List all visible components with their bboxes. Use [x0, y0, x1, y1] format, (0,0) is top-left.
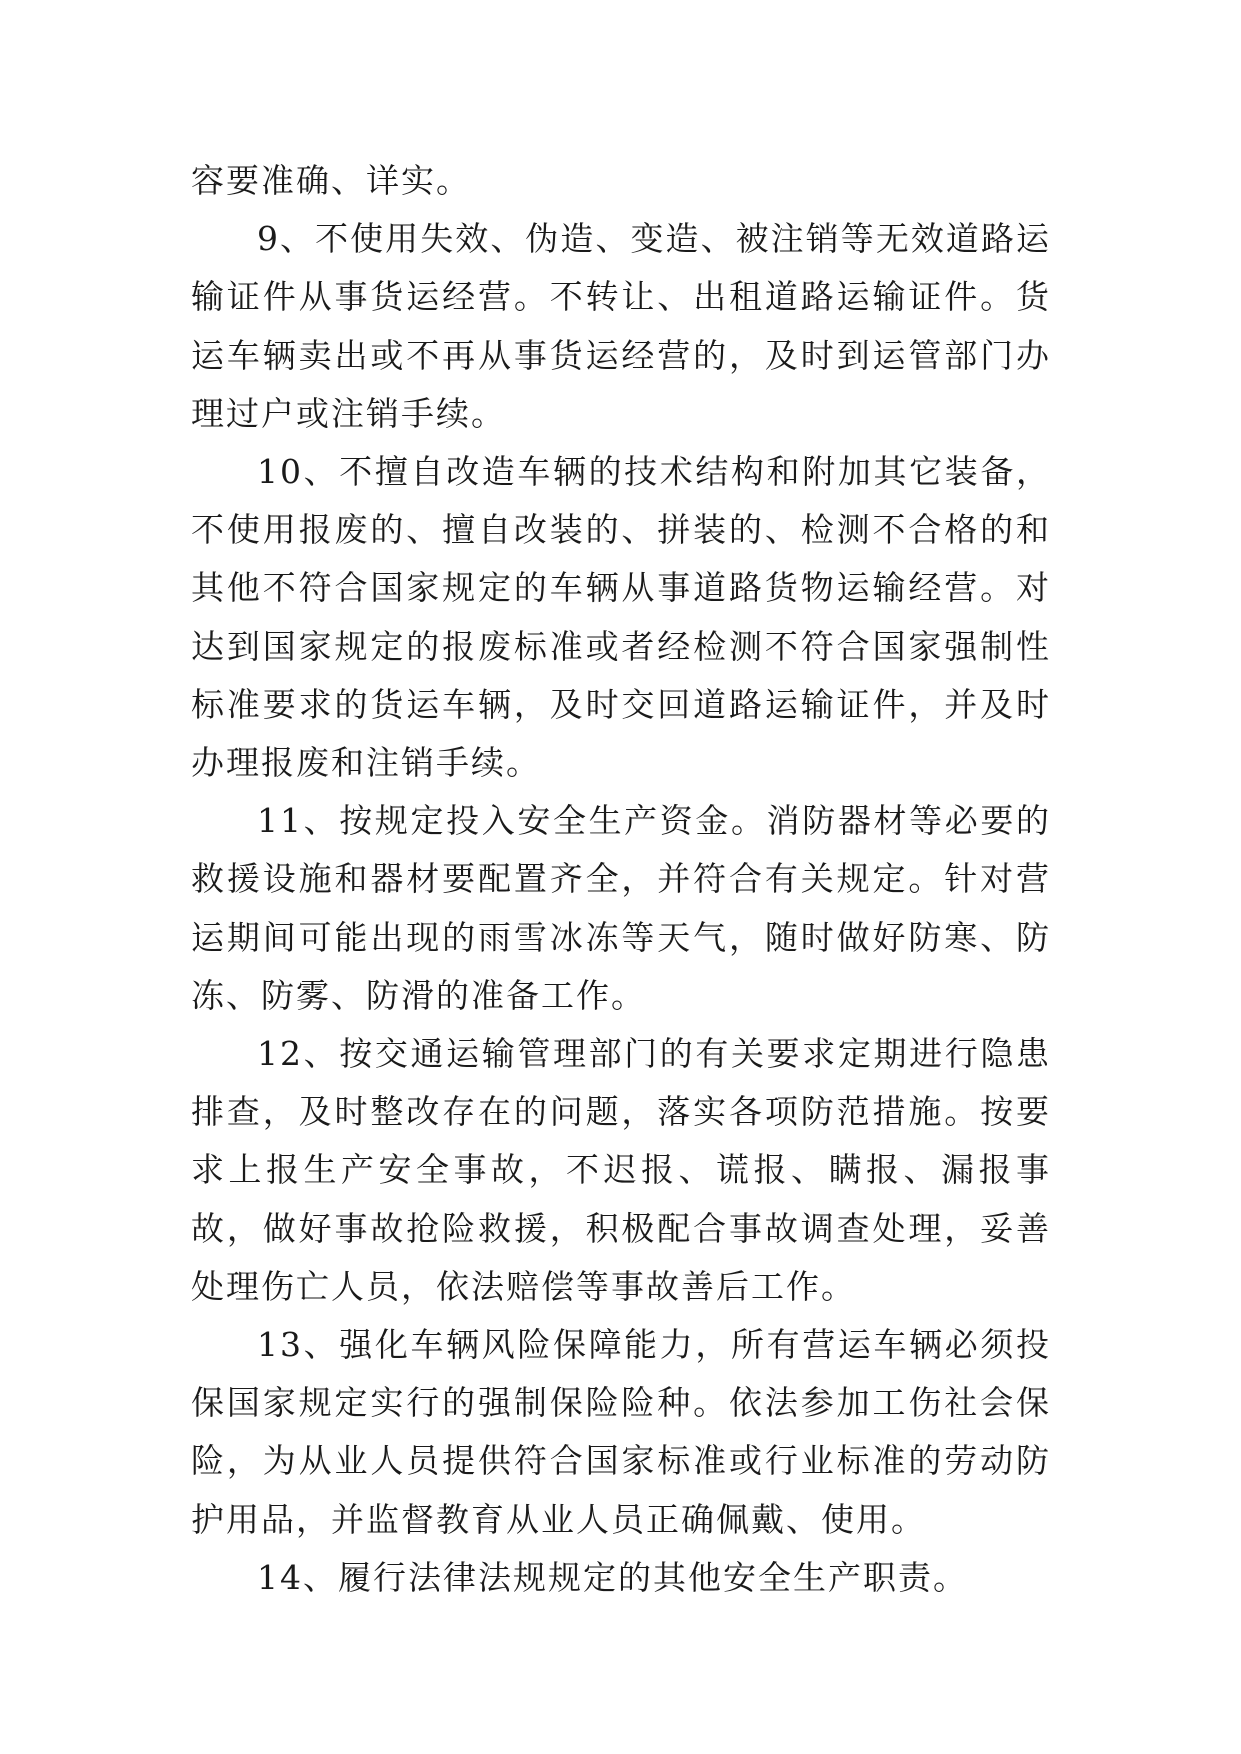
paragraph-item-13: 13、强化车辆风险保障能力，所有营运车辆必须投保国家规定实行的强制保险险种。依法参加工伤社会保险，为从业人员提供符合国家标准或行业标准的劳动防护用品，并监督教育从业人员正确佩戴、使用。 [191, 1325, 1051, 1539]
paragraph-continuation: 容要准确、详实。 [191, 161, 471, 200]
paragraph-item-10: 10、不擅自改造车辆的技术结构和附加其它装备，不使用报废的、擅自改装的、拼装的、检测不合格的和其他不符合国家规定的车辆从事道路货物运输经营。对达到国家规定的报废标准或者经检测不符合国家强制性标准要求的货运车辆，及时交回道路运输证件，并及时办理报废和注销手续。 [191, 452, 1051, 783]
paragraph-item-12: 12、按交通运输管理部门的有关要求定期进行隐患排查，及时整改存在的问题，落实各项防范措施。按要求上报生产安全事故，不迟报、谎报、瞒报、漏报事故，做好事故抢险救援，积极配合事故调查处理，妥善处理伤亡人员，依法赔偿等事故善后工作。 [191, 1034, 1051, 1306]
paragraph-item-9: 9、不使用失效、伪造、变造、被注销等无效道路运输证件从事货运经营。不转让、出租道路运输证件。货运车辆卖出或不再从事货运经营的，及时到运管部门办理过户或注销手续。 [191, 219, 1051, 433]
body-text [191, 152, 1051, 1607]
paragraph-item-11: 11、按规定投入安全生产资金。消防器材等必要的救援设施和器材要配置齐全，并符合有关规定。针对营运期间可能出现的雨雪冰冻等天气，随时做好防寒、防冻、防雾、防滑的准备工作。 [191, 801, 1051, 1015]
paragraph-item-14: 14、履行法律法规规定的其他安全生产职责。 [257, 1557, 968, 1597]
